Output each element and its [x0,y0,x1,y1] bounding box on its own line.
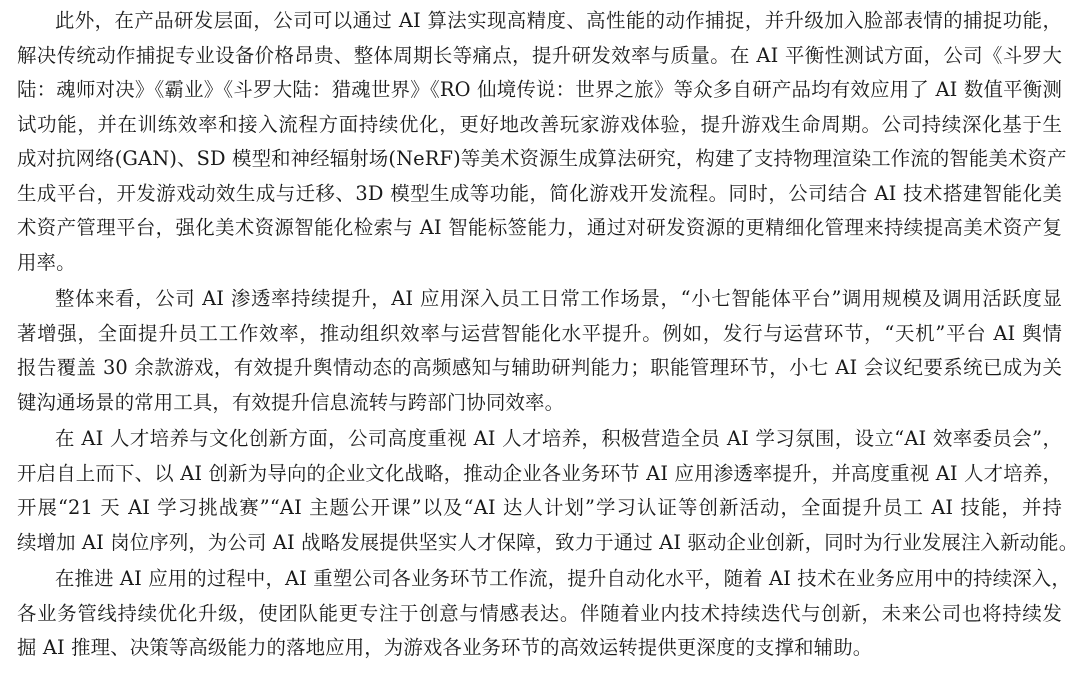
text-line: 开启自上而下、以 AI 创新为导向的企业文化战略，推动企业各业务环节 AI 应用渗透率提升，并高度重视 AI 人才培养， [17,461,1062,485]
text-line: 在 AI 人才培养与文化创新方面，公司高度重视 AI 人才培养，积极营造全员 AI 学习氛围，设立“AI 效率委员会”， [55,427,1062,450]
text-line: 用率。 [17,250,76,274]
paragraph-ai-rnd [17,4,1067,280]
text-line: 成对抗网络(GAN)、SD 模型和神经辐射场(NeRF)等美术资源生成算法研究，构建了支持物理渲染工作流的智能美术资产 [17,147,1067,170]
text-line: 整体来看，公司 AI 渗透率持续提升，AI 应用深入员工日常工作场景，“小七智能体平台”调用规模及调用活跃度显 [55,287,1062,310]
text-line: 报告覆盖 30 余款游戏，有效提升舆情动态的高频感知与辅助研判能力；职能管理环节，小七 AI 会议纪要系统已成为关 [17,356,1062,379]
text-line: 著增强，全面提升员工工作效率，推动组织效率与运营智能化水平提升。例如，发行与运营环节，“天机”平台 AI 舆情 [17,321,1062,345]
text-line: 此外，在产品研发层面，公司可以通过 AI 算法实现高精度、高性能的动作捕捉，并升级加入脸部表情的捕捉功能， [55,9,1062,32]
text-line: 各业务管线持续优化升级，使团队能更专注于创意与情感表达。伴随着业内技术持续迭代与创新，未来公司也将持续发 [17,601,1062,625]
paragraph-ai-talent [17,422,1079,560]
text-line: 开展“21 天 AI 学习挑战赛”“AI 主题公开课”以及“AI 达人计划”学习认证等创新活动，全面提升员工 AI 技能，并持 [17,496,1062,519]
paragraph-ai-workflow [17,562,1071,666]
paragraph-ai-penetration [17,282,1062,420]
text-line: 试功能，并在训练效率和接入流程方面持续优化，更好地改善玩家游戏体验，提升游戏生命周期。公司持续深化基于生 [17,112,1062,136]
text-line: 解决传统动作捕捉专业设备价格昂贵、整体周期长等痛点，提升研发效率与质量。在 AI 平衡性测试方面，公司《斗罗大 [17,43,1062,67]
text-line: 掘 AI 推理、决策等高级能力的落地应用，为游戏各业务环节的高效运转提供更深度的支撑和辅助。 [17,636,873,659]
text-line: 续增加 AI 岗位序列，为公司 AI 战略发展提供坚实人才保障，致力于通过 AI 驱动企业创新，同时为行业发展注入新动能。 [17,530,1079,554]
text-line: 生成平台，开发游戏动效生成与迁移、3D 模型生成等功能，简化游戏开发流程。同时，公司结合 AI 技术搭建智能化美 [17,181,1062,205]
text-line: 在推进 AI 应用的过程中，AI 重塑公司各业务环节工作流，提升自动化水平，随着 AI 技术在业务应用中的持续深入， [55,567,1071,590]
text-line: 键沟通场景的常用工具，有效提升信息流转与跨部门协同效率。 [17,390,565,414]
text-line: 术资产管理平台，强化美术资源智能化检索与 AI 智能标签能力，通过对研发资源的更精细化管理来持续提高美术资产复 [17,216,1062,239]
text-line: 陆：魂师对决》《霸业》《斗罗大陆：猎魂世界》《RO 仙境传说：世界之旅》等众多自研产品均有效应用了 AI 数值平衡测 [17,78,1062,101]
